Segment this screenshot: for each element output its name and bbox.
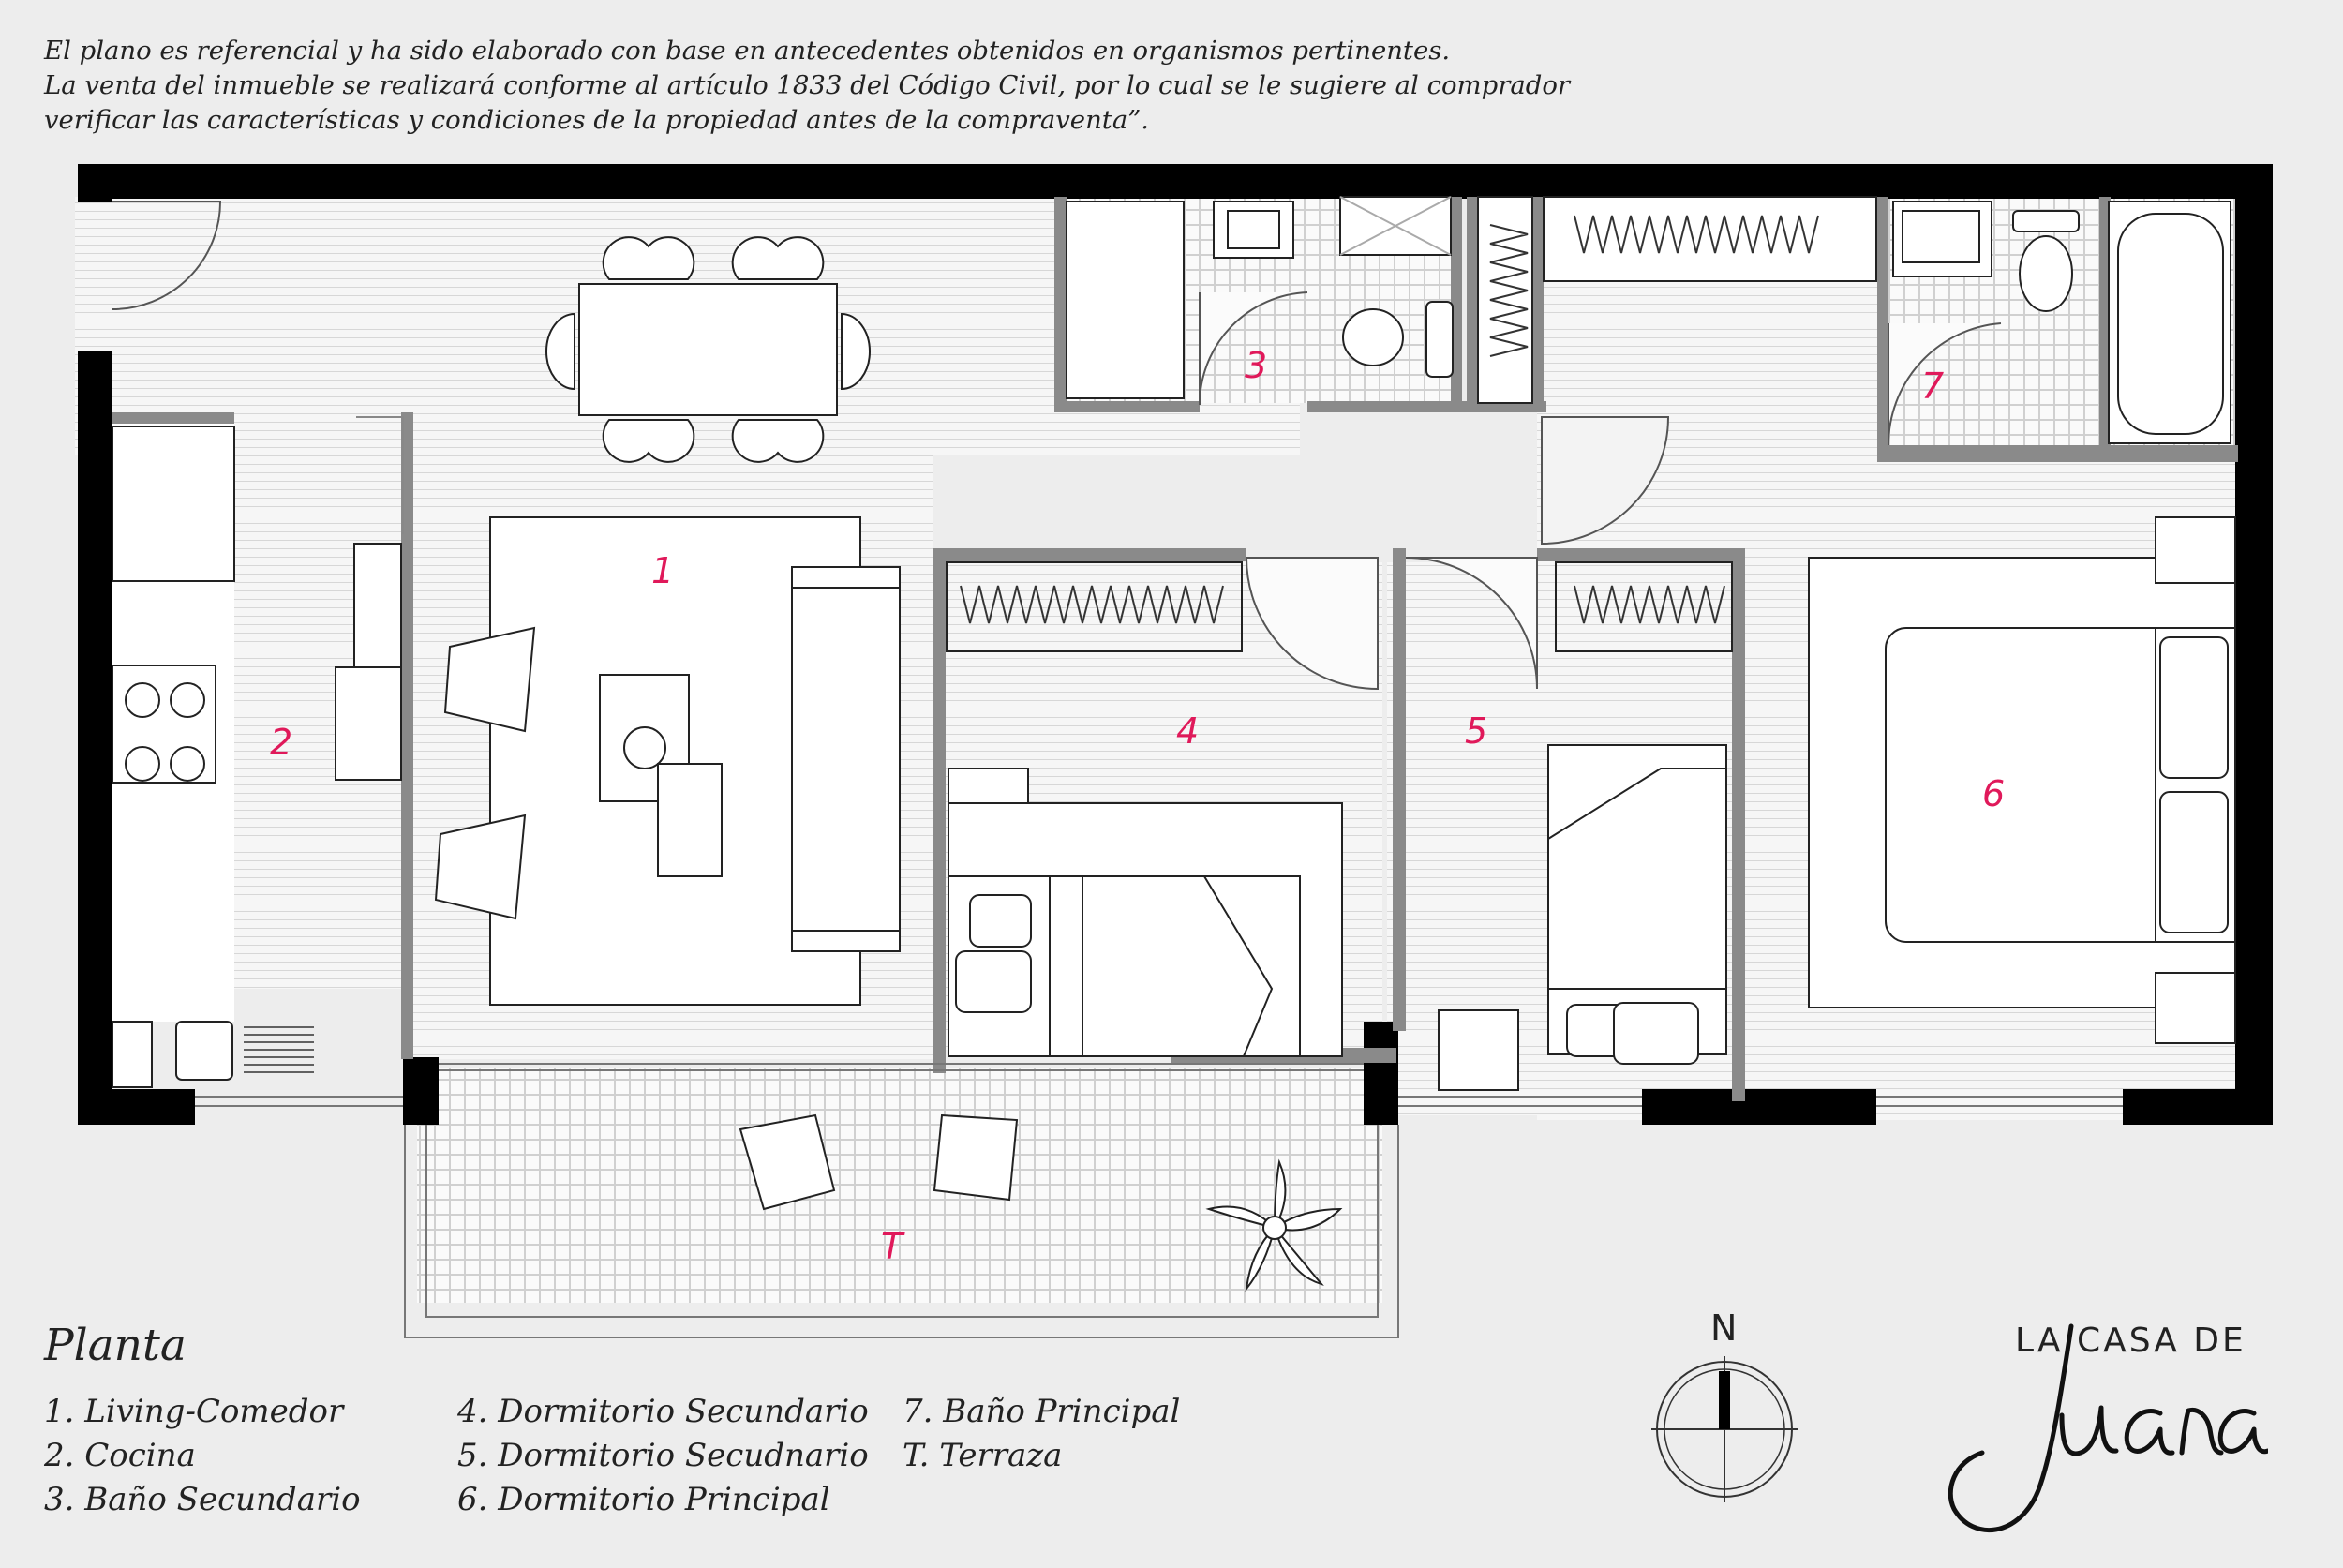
room-label-2: 2	[270, 722, 293, 763]
legend-title: Planta	[44, 1320, 187, 1371]
legend-item-bedroom-principal: 6. Dormitorio Principal	[457, 1481, 830, 1518]
legend-item-bathroom-principal: 7. Baño Principal	[903, 1393, 1181, 1430]
legend-item-living: 1. Living-Comedor	[44, 1393, 344, 1430]
room-label-3: 3	[1245, 345, 1268, 386]
logo-text: LA CASA DE	[2015, 1322, 2246, 1360]
logo-juana-icon	[1931, 1303, 2268, 1556]
legend-column-2	[457, 1390, 869, 1522]
legend-item-kitchen: 2. Cocina	[44, 1437, 196, 1474]
legend-column-1	[44, 1390, 361, 1522]
disclaimer-line-1: El plano es referencial y ha sido elaborado con base en antecedentes obtenidos en organismos pertinentes.	[44, 36, 1451, 66]
disclaimer-line-2: La venta del inmueble se realizará conforme al artículo 1833 del Código Civil, por lo cual se le sugiere al comprador	[44, 70, 1571, 100]
legend-item-bedroom-4: 4. Dormitorio Secundario	[457, 1393, 869, 1430]
legend-item-bedroom-5: 5. Dormitorio Secudnario	[457, 1437, 869, 1474]
room-label-7: 7	[1921, 366, 1945, 407]
legend-column-3	[903, 1390, 1180, 1478]
legend-item-bathroom-secondary: 3. Baño Secundario	[44, 1481, 361, 1518]
room-label-4: 4	[1176, 710, 1200, 752]
room-label-6: 6	[1982, 773, 2006, 814]
bedroom-principal-furniture	[1809, 517, 2235, 1043]
compass-north-label: N	[1710, 1307, 1738, 1349]
bedroom-secondary-4-furniture	[948, 769, 1342, 1056]
room-label-5: 5	[1465, 710, 1488, 752]
room-label-1: 1	[651, 550, 675, 591]
legend-item-terrace: T. Terraza	[903, 1437, 1063, 1474]
disclaimer-line-3: verificar las características y condiciones de la propiedad antes de la compraventa”.	[44, 105, 1150, 135]
room-label-terrace: T	[881, 1226, 903, 1267]
